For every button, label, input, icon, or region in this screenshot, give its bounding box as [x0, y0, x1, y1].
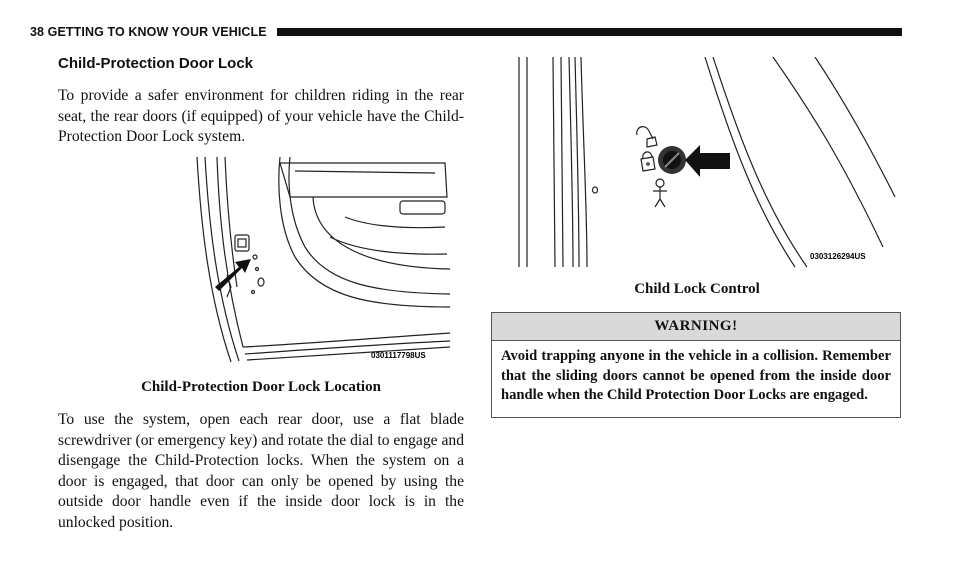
door-lock-location-figure [195, 157, 450, 367]
arrow-icon [685, 145, 730, 177]
warning-box [491, 312, 901, 418]
section-title: Child-Protection Door Lock [58, 55, 253, 72]
arrow-icon [215, 259, 251, 291]
figure-part-number: 0301117798US [371, 351, 426, 360]
warning-title: WARNING! [492, 313, 900, 341]
figure-part-number: 0303126294US [810, 252, 866, 261]
warning-text: Avoid trapping anyone in the vehicle in a collision. Remember that the sliding doors cannot be opened from the inside door handle when the Child Protection Door Locks are engaged. [501, 348, 891, 404]
instructions-paragraph: To use the system, open each rear door, use a flat blade screwdriver (or emergency key) and rotate the dial to engage and disengage the Child-Protection locks. When the system on a door is engaged, that door can only be opened by using the outside door handle even if the inside door lock is in the unlocked position. [58, 411, 464, 531]
page-header-label: 38 GETTING TO KNOW YOUR VEHICLE [30, 25, 267, 39]
door-lock-location-illustration [195, 157, 450, 367]
figure-caption: Child-Protection Door Lock Location [141, 379, 381, 395]
page-header [30, 24, 902, 40]
header-rule [277, 28, 902, 36]
figure-caption: Child Lock Control [634, 281, 760, 297]
intro-paragraph: To provide a safer environment for children riding in the rear seat, the rear doors (if equipped) of your vehicle have the Child-Protection Door Lock system. [58, 87, 464, 145]
child-lock-control-illustration [515, 57, 900, 270]
child-lock-control-figure [515, 57, 900, 270]
